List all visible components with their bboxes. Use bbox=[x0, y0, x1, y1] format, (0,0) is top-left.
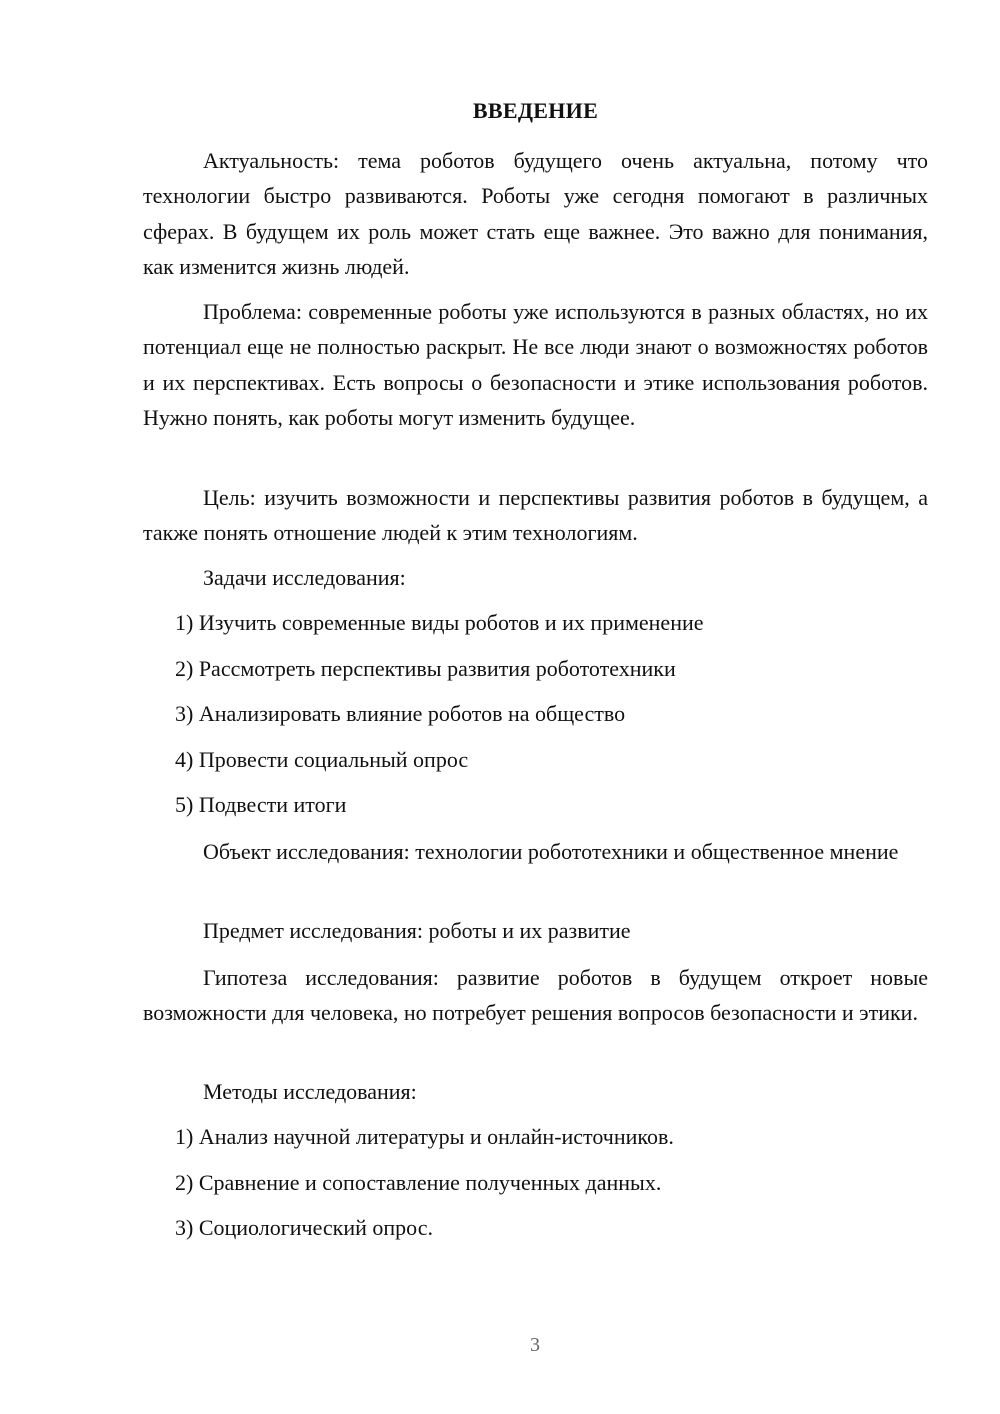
task-item: 5) Подвести итоги bbox=[175, 792, 347, 817]
method-item: 1) Анализ научной литературы и онлайн-источников. bbox=[175, 1124, 674, 1149]
task-item: 2) Рассмотреть перспективы развития робототехники bbox=[175, 656, 676, 681]
object-paragraph: Объект исследования: технологии робототехники и общественное мнение bbox=[203, 839, 899, 864]
hypothesis-paragraph: Гипотеза исследования: развитие роботов в будущем откроет новые возможности для человека, но потребует решения вопросов безопасности и этики. bbox=[143, 965, 928, 1026]
relevance-paragraph: Актуальность: тема роботов будущего очень актуальна, потому что технологии быстро развиваются. Роботы уже сегодня помогают в различных сферах. В будущем их роль может стать еще важнее. Это важно для понимания, как изменится жизнь людей. bbox=[143, 148, 928, 279]
task-item: 4) Провести социальный опрос bbox=[175, 747, 469, 772]
task-item: 3) Анализировать влияние роботов на общество bbox=[175, 701, 626, 726]
tasks-heading: Задачи исследования: bbox=[203, 565, 406, 590]
problem-paragraph: Проблема: современные роботы уже используются в разных областях, но их потенциал еще не полностью раскрыт. Не все люди знают о возможностях роботов и их перспективах. Есть вопросы о безопасности и этике использования роботов. Нужно понять, как роботы могут изменить будущее. bbox=[143, 299, 928, 430]
method-item: 2) Сравнение и сопоставление полученных данных. bbox=[175, 1170, 662, 1195]
subject-paragraph: Предмет исследования: роботы и их развитие bbox=[203, 918, 631, 943]
section-title: ВВЕДЕНИЕ bbox=[472, 98, 599, 123]
method-item: 3) Социологический опрос. bbox=[175, 1215, 433, 1240]
methods-heading: Методы исследования: bbox=[203, 1079, 417, 1104]
goal-paragraph: Цель: изучить возможности и перспективы развития роботов в будущем, а также понять отношение людей к этим технологиям. bbox=[143, 485, 928, 546]
page-number: 3 bbox=[530, 1334, 540, 1356]
task-item: 1) Изучить современные виды роботов и их применение bbox=[175, 610, 704, 635]
